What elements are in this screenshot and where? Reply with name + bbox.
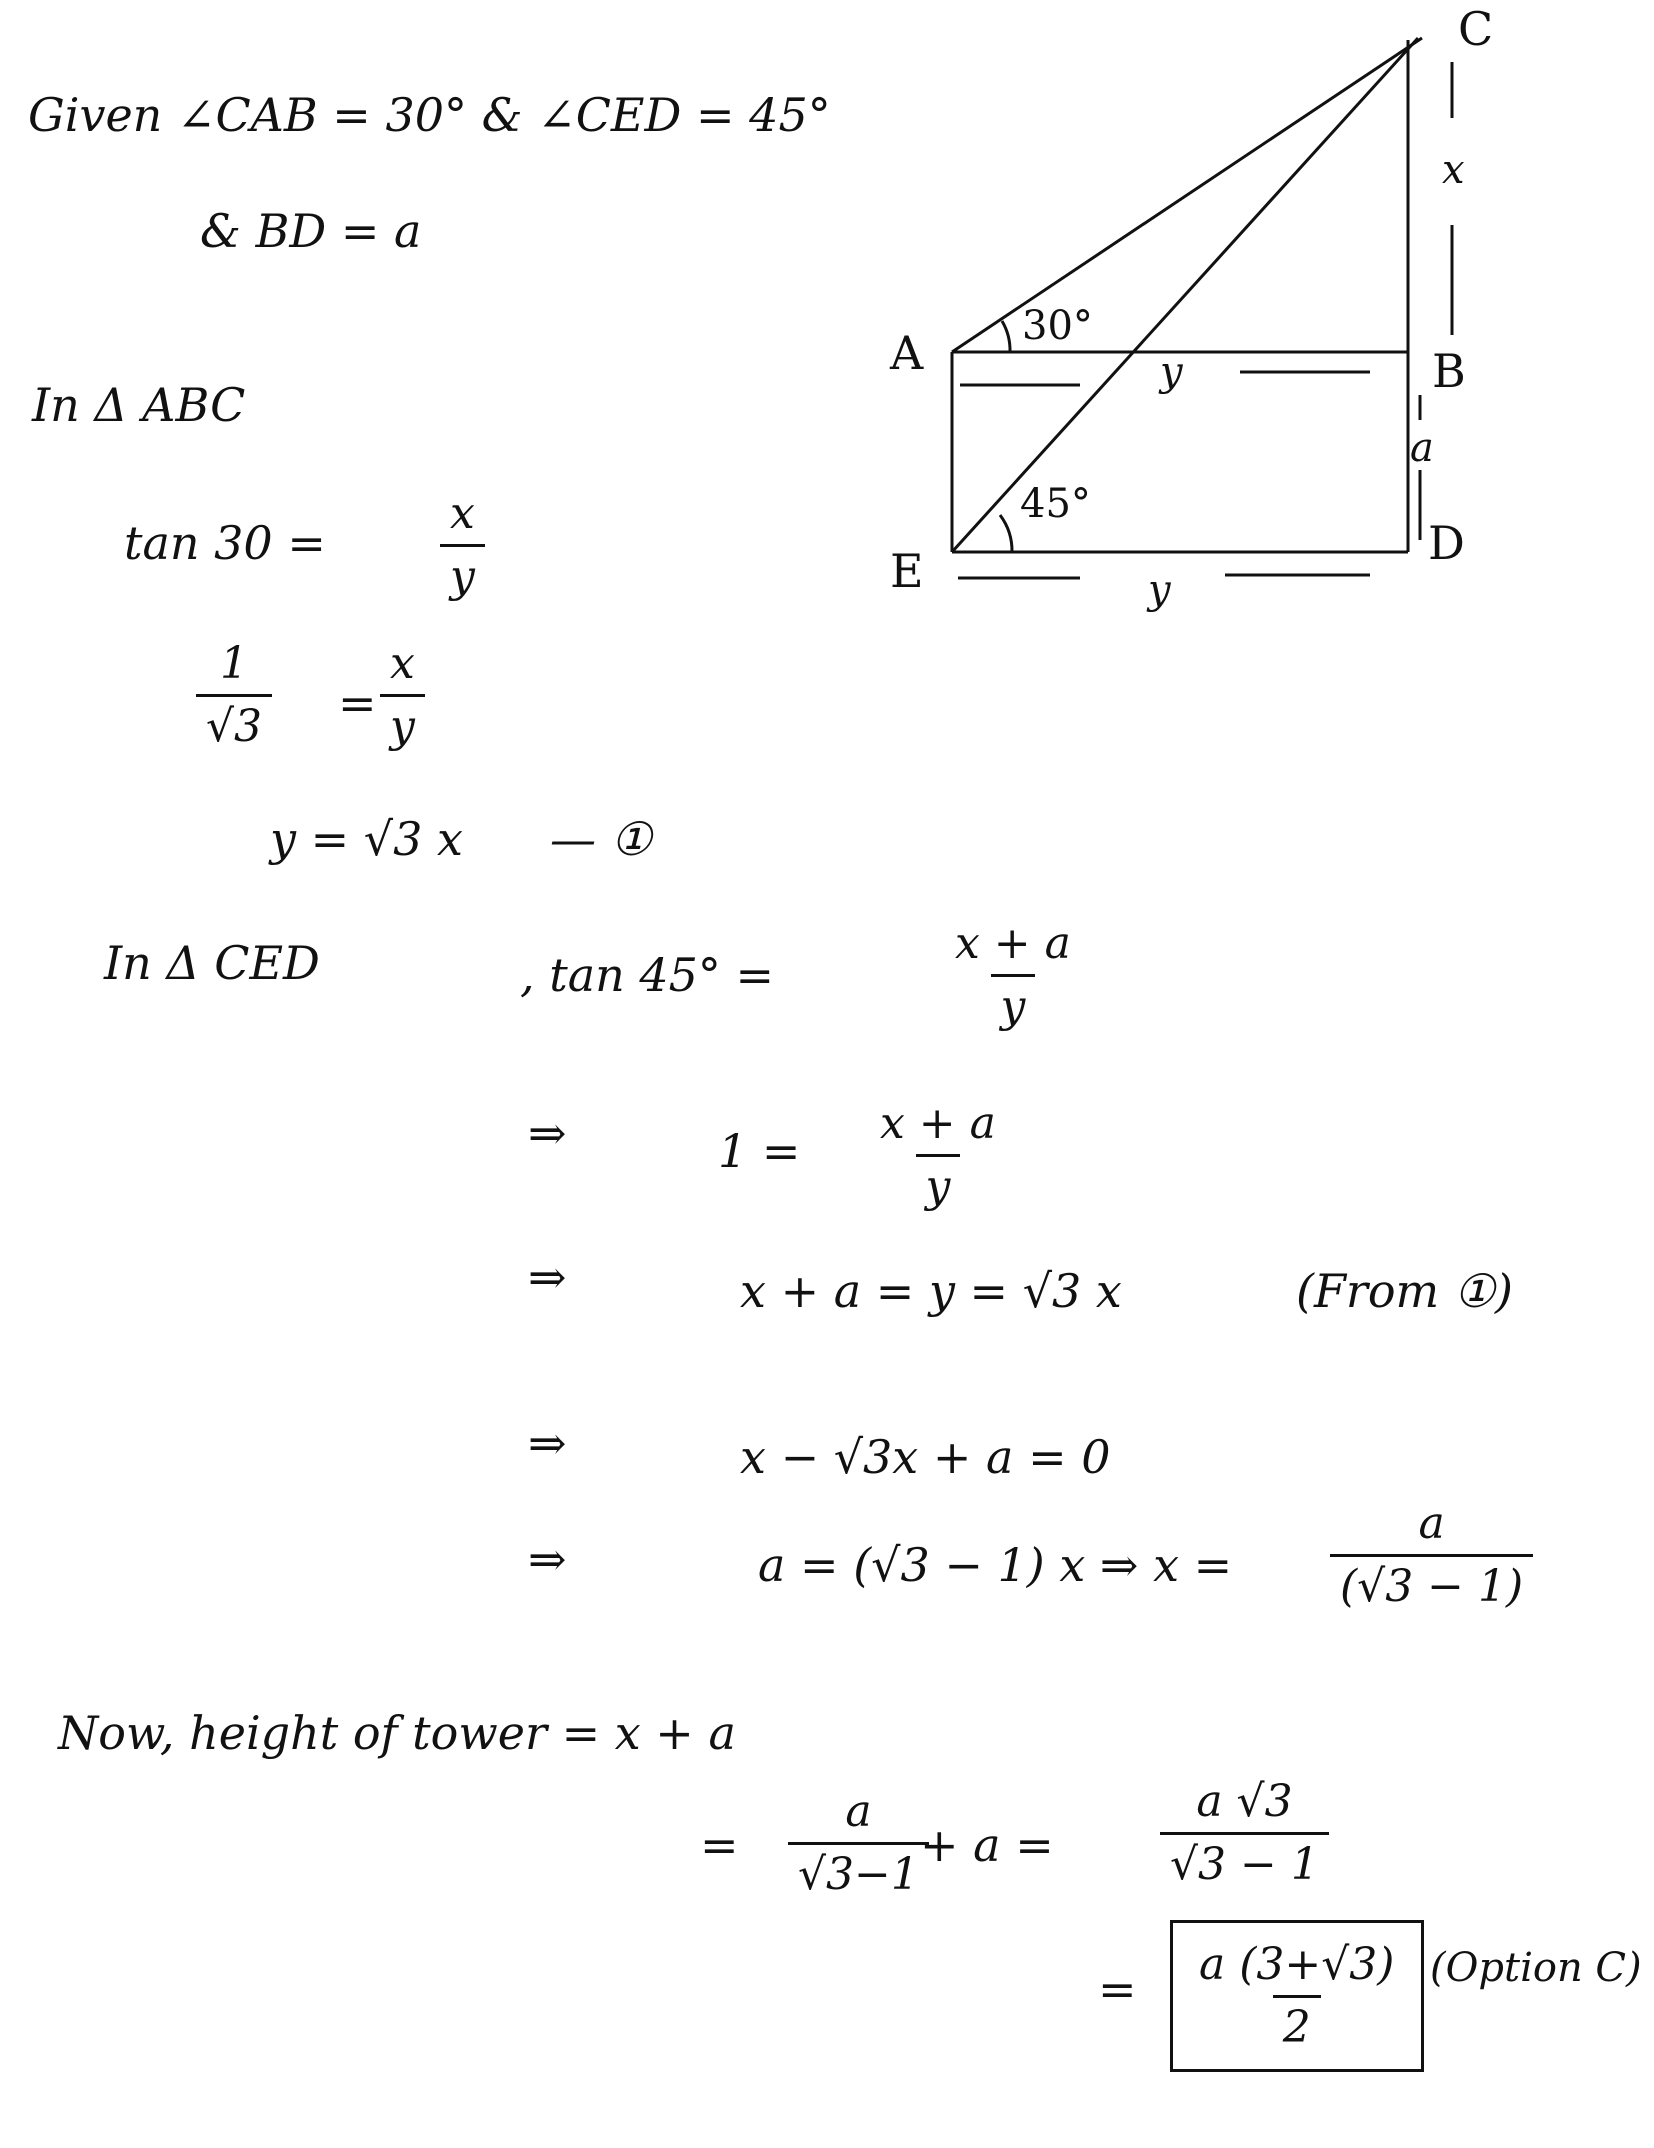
label-A: A	[890, 326, 924, 380]
tower-height-line: Now, height of tower = x + a	[58, 1706, 736, 1760]
tan30-lhs: tan 30 =	[124, 516, 326, 570]
step1-lhs: 1 =	[718, 1124, 801, 1178]
tan30-numerator: x	[450, 488, 475, 539]
equation-1-tag: — ①	[550, 812, 652, 866]
final-answer-denominator: 2	[1273, 1995, 1321, 2052]
side-label-a: a	[1410, 425, 1434, 471]
tan30-denominator: y	[440, 544, 485, 601]
tan45-fraction	[945, 920, 1081, 1032]
given-line-1: Given ∠CAB = 30° & ∠CED = 45°	[28, 88, 831, 142]
x-over-y-denominator: y	[380, 694, 425, 751]
implies-arrow-1: ⇒	[528, 1106, 567, 1160]
angle-arc-30	[1002, 321, 1010, 352]
angle-label-30: 30°	[1022, 303, 1093, 349]
label-D: D	[1428, 516, 1465, 570]
step1-numerator: x + a	[880, 1098, 996, 1149]
tan45-lhs: , tan 45° =	[520, 948, 775, 1002]
step1-denominator: y	[916, 1154, 961, 1211]
final-answer-fraction	[1189, 1941, 1404, 2053]
tan45-numerator: x + a	[955, 918, 1071, 969]
step1-fraction	[870, 1100, 1006, 1212]
conclusion-equals-2: =	[1098, 1962, 1137, 2016]
equation-tag-1: ①	[610, 812, 652, 866]
conclusion-fraction-1-numerator: a	[845, 1786, 872, 1837]
plus-a: + a =	[920, 1818, 1054, 1872]
x-value-fraction	[1330, 1500, 1533, 1612]
side-label-y-bottom: y	[1148, 567, 1171, 613]
angle-label-45: 45°	[1020, 481, 1091, 527]
conclusion-fraction-2	[1160, 1778, 1329, 1890]
step4-equation: a = (√3 − 1) x ⇒ x =	[758, 1538, 1233, 1592]
one-over-root3-numerator: 1	[220, 638, 249, 689]
equals-sign: =	[338, 676, 377, 730]
segment-EC	[952, 38, 1418, 552]
implies-arrow-3: ⇒	[528, 1416, 567, 1470]
option-label: (Option C)	[1430, 1945, 1642, 1991]
conclusion-fraction-1-denominator: √3−1	[788, 1842, 929, 1899]
x-over-y	[380, 640, 425, 752]
equation-1: y = √3 x	[270, 812, 463, 866]
tan30-fraction	[440, 490, 485, 602]
tan45-denominator: y	[991, 974, 1036, 1031]
x-value-denominator: (√3 − 1)	[1330, 1554, 1533, 1611]
given-line-2: & BD = a	[200, 204, 422, 258]
x-value-numerator: a	[1418, 1498, 1445, 1549]
side-label-x: x	[1442, 147, 1465, 193]
one-over-root3-denominator: √3	[196, 694, 272, 751]
angle-arc-45	[1000, 515, 1012, 552]
x-over-y-numerator: x	[390, 638, 415, 689]
conclusion-fraction-2-numerator: a √3	[1196, 1776, 1293, 1827]
conclusion-fraction-2-denominator: √3 − 1	[1160, 1832, 1329, 1889]
final-answer-numerator: a (3+√3)	[1199, 1939, 1395, 1990]
side-label-y-top: y	[1160, 349, 1183, 395]
conclusion-fraction-1	[788, 1788, 929, 1900]
one-over-root3	[196, 640, 272, 752]
implies-arrow-4: ⇒	[528, 1532, 567, 1586]
step2-note: (From ①)	[1296, 1264, 1513, 1318]
section1-heading: In Δ ABC	[32, 378, 246, 432]
step2-equation: x + a = y = √3 x	[740, 1264, 1122, 1318]
step3-equation: x − √3x + a = 0	[740, 1430, 1111, 1484]
section2-heading: In Δ CED	[104, 936, 320, 990]
label-B: B	[1432, 344, 1466, 398]
label-C: C	[1458, 2, 1494, 56]
label-E: E	[890, 544, 924, 598]
final-answer-box	[1170, 1920, 1424, 2072]
conclusion-equals-1: =	[700, 1818, 739, 1872]
implies-arrow-2: ⇒	[528, 1250, 567, 1304]
